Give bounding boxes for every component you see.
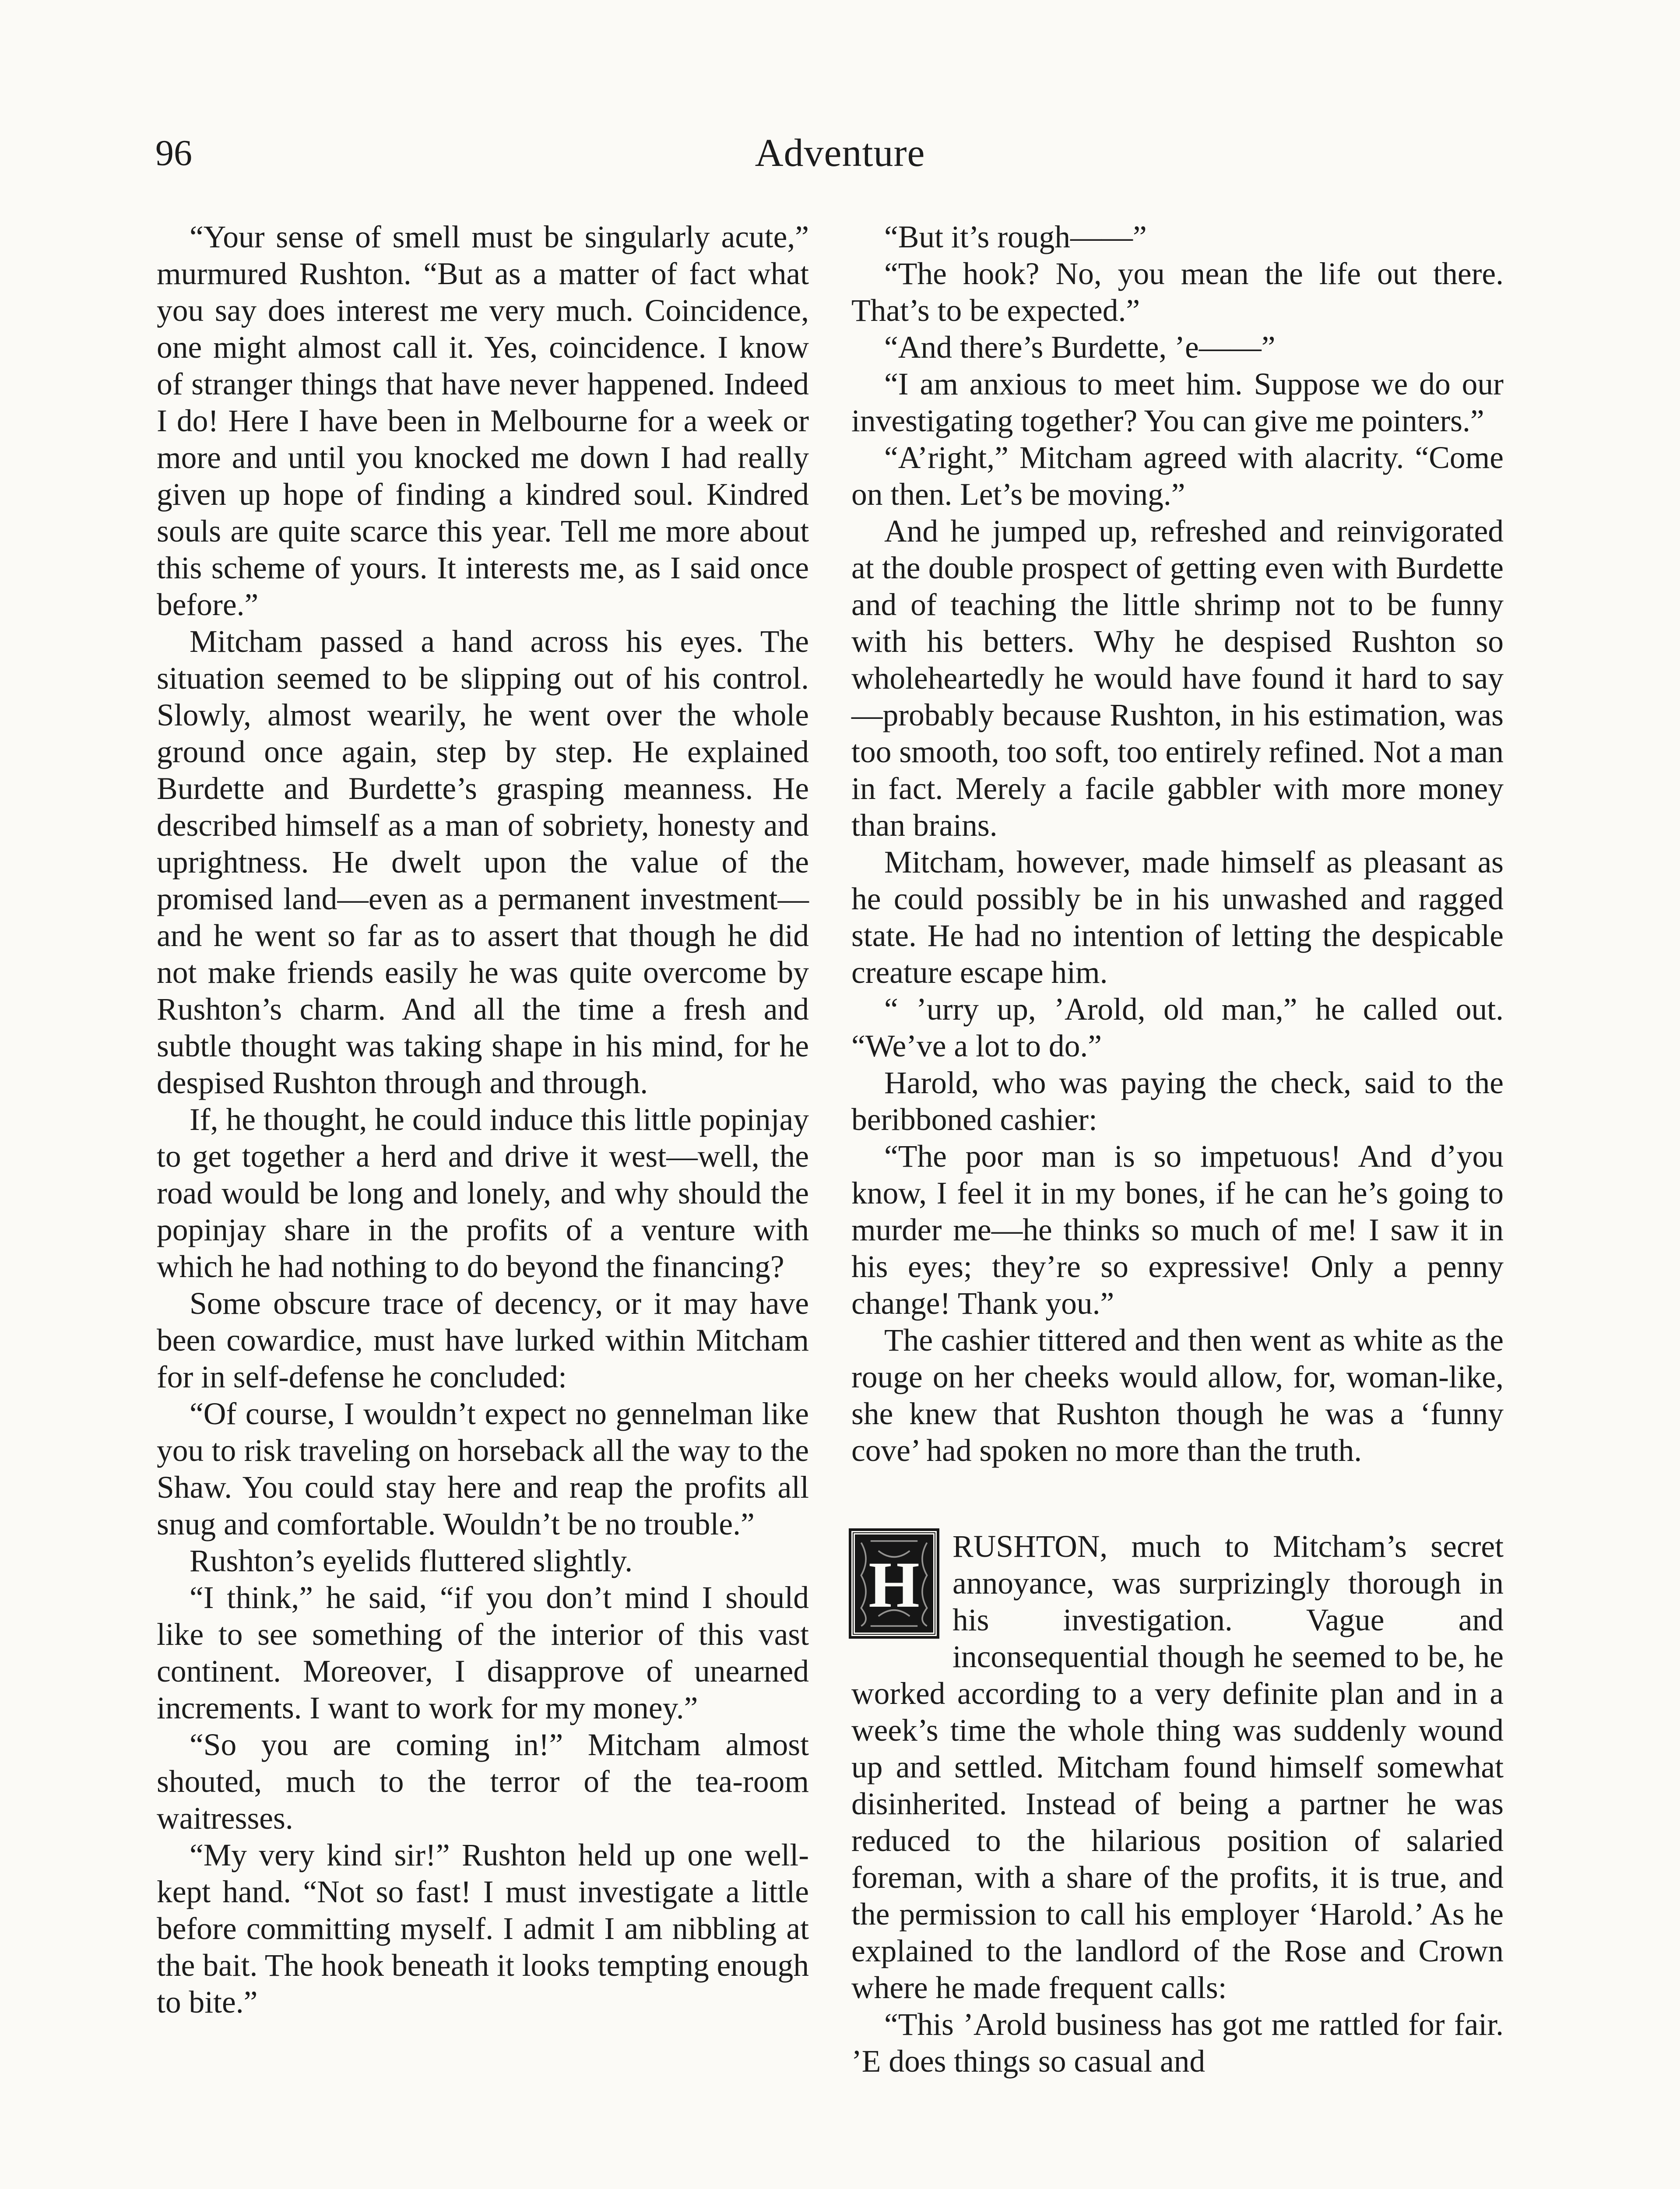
drop-cap-letter: H [868,1548,920,1621]
paragraph: “And there’s Burdette, ’e——” [884,330,1276,365]
paragraph: And he jumped up, refreshed and reinvigorated at the double prospect of getting even with Burdette and of teaching the little shrimp not to be funny with his betters. Why he despised Rushton so wholeheartedly he would have found it hard to say—probably because Rushton, in his estimation, was too smooth, too soft, too entirely refined. Not a man in fact. Merely a facile gabbler with more money than brains. [851,514,1504,843]
paragraph: “The poor man is so impetuous! And d’you know, I feel it in my bones, if he can he’s going to murder me—he thinks so much of me! I saw it in his eyes; they’re so expressive! Only a penny change! Thank you.” [851,1139,1504,1321]
paragraph: “The hook? No, you mean the life out there. That’s to be expected.” [851,257,1504,328]
paragraph: Some obscure trace of decency, or it may have been cowardice, must have lurked within Mitcham for in self-defense he concluded: [157,1286,809,1394]
paragraph: The cashier tittered and then went as white as the rouge on her cheeks would allow, for, woman-like, she knew that Rushton though he was a ‘funny cove’ had spoken no more than the truth. [851,1323,1504,1468]
paragraph: Mitcham, however, made himself as pleasant as he could possibly be in his unwashed and ragged state. He had no intention of letting the despicable creature escape him. [851,845,1504,990]
paragraph: “A’right,” Mitcham agreed with alacrity. “Come on then. Let’s be moving.” [851,440,1504,512]
page-header [155,131,1525,179]
paragraph: “ ’urry up, ’Arold, old man,” he called out. “We’ve a lot to do.” [851,992,1504,1063]
paragraph: “I am anxious to meet him. Suppose we do our investigating together? You can give me pointers.” [851,367,1504,438]
paragraph: “Your sense of smell must be singularly acute,” murmured Rushton. “But as a matter of fact what you say does interest me very much. Coincidence, one might almost call it. Yes, coincidence. I know of stranger things that have never happened. Indeed I do! Here I have been in Melbourne for a week or more and until you knocked me down I had really given up hope of finding a kindred soul. Kindred souls are quite scarce this year. Tell me more about this scheme of yours. It interests me, as I said once before.” [157,220,809,622]
paragraph: Harold, who was paying the check, said to the beribboned cashier: [851,1066,1504,1137]
paragraph: “But it’s rough——” [884,220,1147,254]
section-break [851,1469,1504,1528]
paragraph-text: RUSHTON, much to Mitcham’s secret annoyance, was surprizingly thorough in his investigation. Vague and inconsequential though he seemed to be, he worked according to a very definite plan and in a week’s time the whole thing was suddenly wound up and settled. Mitcham found himself somewhat disinherited. Instead of being a partner he was reduced to the hilarious position of salaried foreman, with a share of the profits, it is true, and the permission to call his employer ‘Harold.’ As he explained to the landlord of the Rose and Crown where he made frequent calls: [851,1529,1504,2005]
paragraph: “I think,” he said, “if you don’t mind I should like to see something of the interior of this vast continent. Moreover, I disapprove of unearned increments. I want to work for my money.” [157,1580,809,1725]
paragraph: Rushton’s eyelids fluttered slightly. [190,1544,633,1578]
paragraph: “My very kind sir!” Rushton held up one well-kept hand. “Not so fast! I must investigate a little before committing myself. I admit I am nibbling at the bait. The hook beneath it looks tempting enough to bite.” [157,1838,809,2020]
page-number: 96 [155,133,192,173]
ornamental-drop-cap [851,1531,937,1636]
paragraph: “This ’Arold business has got me rattled for fair. ’E does things so casual and [851,2007,1504,2079]
paragraph: “So you are coming in!” Mitcham almost shouted, much to the terror of the tea-room waitresses. [157,1728,809,1836]
right-column [851,219,1504,2080]
paragraph: If, he thought, he could induce this little popinjay to get together a herd and drive it west—well, the road would be long and lonely, and why should the popinjay share in the profits of a venture with which he had nothing to do beyond the financing? [157,1102,809,1284]
magazine-title: Adventure [755,131,925,175]
section-opening-paragraph [851,1528,1504,2006]
left-column [157,219,809,2021]
paragraph: “Of course, I wouldn’t expect no gennelman like you to risk traveling on horseback all the way to the Shaw. You could stay here and reap the profits all snug and comfortable. Wouldn’t be no trouble.” [157,1397,809,1541]
paragraph: Mitcham passed a hand across his eyes. The situation seemed to be slipping out of his control. Slowly, almost wearily, he went over the whole ground once again, step by step. He explained Burdette and Burdette’s grasping meanness. He described himself as a man of sobriety, honesty and uprightness. He dwelt upon the value of the promised land—even as a permanent investment—and he went so far as to assert that though he did not make friends easily he was quite overcome by Rushton’s charm. And all the time a fresh and subtle thought was taking shape in his mind, for he despised Rushton through and through. [157,624,809,1100]
